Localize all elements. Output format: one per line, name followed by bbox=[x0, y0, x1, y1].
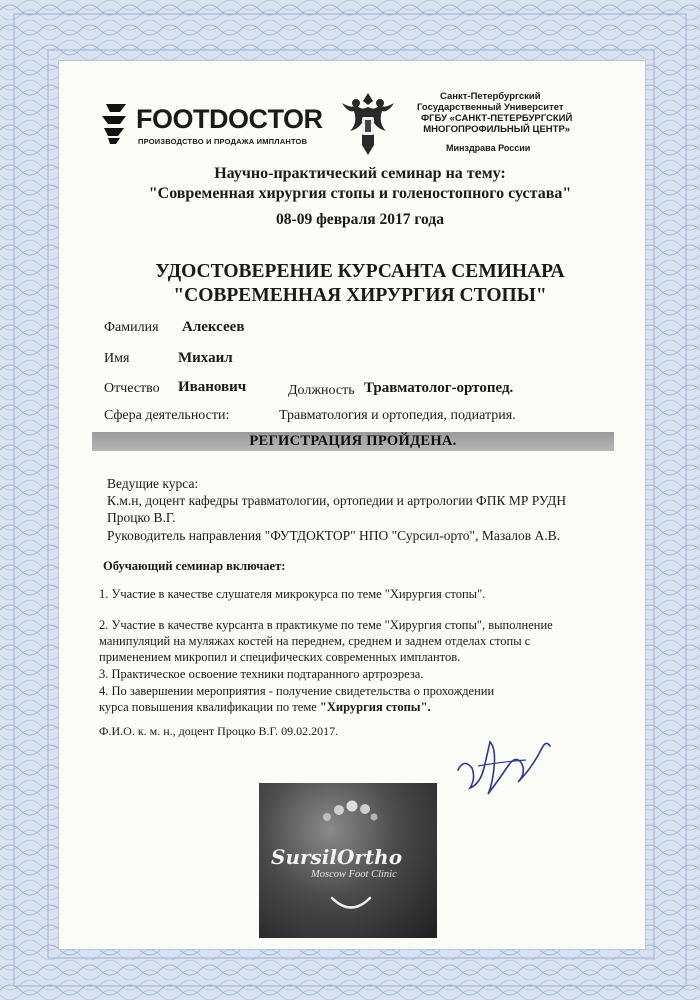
program-item-2-line3: применением микропил и специфических современных имплантов. bbox=[99, 650, 461, 664]
program-item-4-line1: 4. По завершении мероприятия - получение свидетельства о прохождении bbox=[99, 684, 495, 698]
handwritten-signature bbox=[450, 728, 560, 803]
program-item-2-line1: 2. Участие в качестве курсанта в практикуме по теме "Хирургия стопы", выполнение bbox=[99, 618, 553, 632]
program-item-2-line2: манипуляций на муляжах костей на переднем, среднем и заднем отделах стопы с bbox=[99, 634, 531, 648]
name-value: Михаил bbox=[178, 350, 233, 366]
center-line2: МНОГОПРОФИЛЬНЫЙ ЦЕНТР» bbox=[423, 124, 571, 135]
program-item-4-topic: "Хирургия стопы". bbox=[319, 700, 431, 714]
ministry-text: Минздрава России bbox=[446, 143, 531, 153]
footdoctor-logo-icon bbox=[100, 100, 130, 146]
university-name bbox=[417, 91, 564, 113]
seminar-title bbox=[100, 164, 620, 204]
signatory-line: Ф.И.О. к. м. н., доцент Процко В.Г. 09.02.2017. bbox=[99, 724, 339, 738]
sursilortho-brand: SursilOrtho bbox=[271, 845, 403, 869]
smile-arc-icon bbox=[329, 895, 373, 913]
center-line1: ФГБУ «САНКТ-ПЕТЕРБУРГСКИЙ bbox=[421, 113, 573, 124]
program-item-4 bbox=[99, 683, 494, 715]
program-heading: Обучающий семинар включает: bbox=[103, 559, 286, 573]
registration-banner bbox=[92, 432, 614, 451]
program-item-4-prefix: курса повышения квалификации по теме bbox=[99, 700, 320, 714]
leader-line2: Процко В.Г. bbox=[107, 510, 176, 525]
certificate-title bbox=[100, 260, 620, 308]
certificate-title-line1: УДОСТОВЕРЕНИЕ КУРСАНТА СЕМИНАРА bbox=[155, 261, 565, 282]
patronymic-label: Отчество bbox=[104, 381, 160, 396]
leaders-heading: Ведущие курса: bbox=[107, 476, 199, 491]
program-item-4-line2 bbox=[99, 699, 494, 715]
university-line2: Государственный Университет bbox=[417, 102, 564, 113]
seminar-title-line2: "Современная хирургия стопы и голеностопного сустава" bbox=[148, 185, 572, 202]
seminar-title-line1: Научно-практический семинар на тему: bbox=[214, 165, 506, 182]
seminar-date: 08-09 февраля 2017 года bbox=[276, 211, 444, 228]
footdoctor-tagline: ПРОИЗВОДСТВО И ПРОДАЖА ИМПЛАНТОВ bbox=[138, 137, 308, 146]
certificate-title-line2: "СОВРЕМЕННАЯ ХИРУРГИЯ СТОПЫ" bbox=[173, 285, 547, 306]
patronymic-value: Иванович bbox=[178, 379, 247, 395]
surname-label: Фамилия bbox=[104, 320, 159, 335]
sursilortho-logo bbox=[259, 783, 437, 938]
registration-text: РЕГИСТРАЦИЯ ПРОЙДЕНА. bbox=[249, 433, 457, 449]
program-item-1: 1. Участие в качестве слушателя микрокурса по теме "Хирургия стопы". bbox=[99, 587, 486, 601]
program-item-3: 3. Практическое освоение техники подтаранного артроэреза. bbox=[99, 667, 424, 681]
leader-line3: Руководитель направления "ФУТДОКТОР" НПО "Сурсил-орто", Мазалов А.В. bbox=[107, 528, 561, 543]
footprint-dots-icon bbox=[319, 797, 379, 827]
position-value: Травматолог-ортопед. bbox=[364, 380, 514, 396]
field-value: Травматология и ортопедия, подиатрия. bbox=[279, 408, 516, 423]
university-line1: Санкт-Петербургский bbox=[440, 91, 541, 102]
name-label: Имя bbox=[104, 351, 130, 366]
sursilortho-subtitle: Moscow Foot Clinic bbox=[311, 869, 397, 880]
position-label: Должность bbox=[288, 383, 355, 398]
program-item-2 bbox=[99, 617, 553, 665]
footdoctor-logo-text: FOOTDOCTOR bbox=[136, 104, 323, 134]
double-headed-eagle-emblem bbox=[328, 83, 408, 163]
center-name bbox=[421, 113, 572, 135]
field-label: Сфера деятельности: bbox=[104, 408, 230, 423]
surname-value: Алексеев bbox=[182, 319, 245, 335]
leader-line1: К.м.н, доцент кафедры травматологии, ортопедии и артрологии ФПК МР РУДН bbox=[107, 493, 567, 508]
